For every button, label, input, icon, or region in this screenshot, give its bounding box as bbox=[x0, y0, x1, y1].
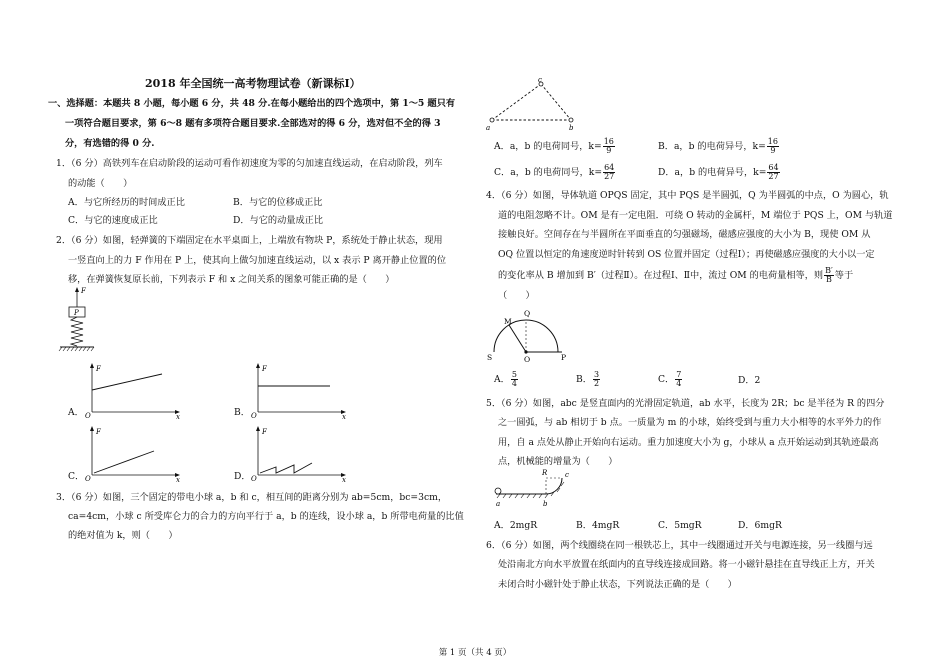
q2-option-a-label: A． bbox=[68, 407, 84, 418]
charge-a bbox=[490, 118, 494, 122]
section-instructions-line1: 一、选择题：本题共 8 小题，每小题 6 分，共 48 分.在每小题给出的四个选项中，第 1～5 题只有 bbox=[48, 98, 456, 109]
q6-line1: 6．（6 分）如图，两个线圈绕在同一根铁芯上，其中一线圈通过开关与电源连接，另一线圈与远 bbox=[486, 540, 873, 551]
q1-option-d: D．与它的动量成正比 bbox=[233, 215, 324, 226]
q2-option-c-label: C． bbox=[68, 471, 85, 482]
charge-b bbox=[569, 118, 573, 122]
graph-d-line bbox=[260, 463, 312, 473]
q2-line2: 一竖直向上的力 F 作用在 P 上，使其向上做匀加速直线运动，以 x 表示 P 离开静止位置的位 bbox=[68, 255, 447, 266]
q3-line3: 的绝对值为 k，则（ ） bbox=[68, 530, 178, 541]
q1-line1: 1．（6 分）高铁列车在启动阶段的运动可看作初速度为零的匀加速直线运动，在启动阶段，列车 bbox=[56, 158, 443, 169]
svg-text:F: F bbox=[262, 365, 267, 373]
q4-option-c: C． $\frac{7}{4}$ bbox=[658, 370, 682, 388]
q5-line1: 5．（6 分）如图，abc 是竖直面内的光滑固定轨道，ab 水平，长度为 2R；bc 是半径为 R 的四分 bbox=[486, 398, 885, 409]
svg-text:x: x bbox=[342, 476, 346, 483]
svg-text:c: c bbox=[565, 471, 569, 479]
svg-text:O: O bbox=[85, 412, 91, 420]
svg-text:Q: Q bbox=[524, 309, 531, 318]
ball bbox=[495, 488, 501, 494]
graph-a bbox=[84, 362, 184, 420]
q3-option-b: B．a，b 的电荷异号，k= $\frac{16}{9}$ bbox=[658, 137, 778, 155]
q5-option-b: B．4mgR bbox=[576, 520, 620, 531]
svg-text:O: O bbox=[524, 355, 531, 364]
q2-option-d-label: D． bbox=[234, 471, 251, 482]
q3-option-d: D．a，b 的电荷异号，k= $\frac{64}{27}$ bbox=[658, 163, 779, 181]
svg-text:O: O bbox=[251, 475, 257, 483]
section-instructions-line3: 分，有选错的得 0 分. bbox=[65, 138, 155, 149]
q3-line1: 3．（6 分）如图，三个固定的带电小球 a，b 和 c，相互间的距离分别为 ab=5cm，bc=3cm， bbox=[56, 492, 448, 503]
graph-b bbox=[250, 362, 350, 420]
graph-c bbox=[84, 425, 184, 483]
q4-line2: 道的电阻忽略不计。OM 是有一定电阻．可绕 O 转动的金属杆，M 端位于 PQS 上，OM 与轨道 bbox=[498, 210, 893, 221]
block-p-label: P bbox=[74, 309, 79, 317]
svg-text:x: x bbox=[176, 413, 180, 420]
svg-text:M: M bbox=[504, 317, 512, 326]
svg-text:F: F bbox=[96, 365, 101, 373]
svg-text:R: R bbox=[542, 469, 548, 477]
svg-text:b: b bbox=[543, 500, 548, 508]
q4-option-d: D．2 bbox=[738, 375, 761, 386]
svg-text:S: S bbox=[487, 353, 493, 362]
svg-text:x: x bbox=[342, 413, 346, 420]
q2-line1: 2．（6 分）如图，轻弹簧的下端固定在水平桌面上，上端放有物块 P，系统处于静止状态，现用 bbox=[56, 235, 443, 246]
q4-line6: （ ） bbox=[498, 290, 535, 301]
q6-line2: 处沿南北方向水平放置在纸面内的直导线连接成回路。将一小磁针悬挂在直导线正上方，开关 bbox=[498, 559, 875, 570]
page-footer: 第 1 页（共 4 页） bbox=[438, 648, 512, 658]
rod-om bbox=[509, 325, 526, 352]
q1-option-b: B．与它的位移成正比 bbox=[233, 197, 323, 208]
q5-option-a: A．2mgR bbox=[494, 520, 538, 531]
q5-option-c: C．5mgR bbox=[658, 520, 702, 531]
svg-text:b: b bbox=[569, 124, 574, 132]
semicircle-rail-figure bbox=[486, 302, 586, 364]
section-instructions-line2: 一项符合题目要求，第 6～8 题有多项符合题目要求.全部选对的得 6 分，选对但不全的得 3 bbox=[65, 118, 441, 129]
svg-text:P: P bbox=[561, 353, 567, 362]
q2-line3: 移，在弹簧恢复原长前，下列表示 F 和 x 之间关系的图象可能正确的是（ ） bbox=[68, 274, 395, 285]
graph-c-line bbox=[94, 451, 154, 473]
charges-triangle-figure bbox=[486, 76, 586, 134]
q4-line3: 接触良好。空间存在与半圆所在平面垂直的匀强磁场，磁感应强度的大小为 B，现使 OM 从 bbox=[498, 229, 871, 240]
spring bbox=[71, 317, 83, 346]
q5-line3: 用，自 a 点处从静止开始向右运动。重力加速度大小为 g，小球从 a 点开始运动到其轨迹最高 bbox=[498, 437, 879, 448]
q3-line2: ca=4cm，小球 c 所受库仑力的合力的方向平行于 a，b 的连线，设小球 a，b 所带电荷量的比值 bbox=[68, 511, 464, 522]
svg-text:c: c bbox=[538, 76, 542, 84]
q5-line4: 点，机械能的增量为（ ） bbox=[498, 456, 618, 467]
q5-line2: 之一圆弧，与 ab 相切于 b 点。一质量为 m 的小球，始终受到与重力大小相等的水平外力的作 bbox=[498, 417, 882, 428]
q4-line4: OQ 位置以恒定的角速度逆时针转到 OS 位置并固定（过程Ⅰ）；再使磁感应强度的大小以一定 bbox=[498, 249, 875, 260]
q4-line1: 4．（6 分）如图，导体轨道 OPQS 固定，其中 PQS 是半圆弧，Q 为半圆弧的中点，O 为圆心，轨 bbox=[486, 190, 889, 201]
q5-option-d: D．6mgR bbox=[738, 520, 782, 531]
q4-option-a: A． $\frac{5}{4}$ bbox=[494, 370, 517, 388]
svg-text:O: O bbox=[85, 475, 91, 483]
svg-text:F: F bbox=[262, 428, 267, 436]
q4-option-b: B． $\frac{3}{2}$ bbox=[576, 370, 600, 388]
graph-d bbox=[250, 425, 350, 483]
svg-text:a: a bbox=[486, 124, 491, 132]
q1-line2: 的动能（ ） bbox=[68, 178, 133, 189]
graph-a-line bbox=[92, 374, 162, 390]
q1-option-c: C．与它的速度成正比 bbox=[68, 215, 158, 226]
q3-option-c: C．a，b 的电荷同号，k= $\frac{64}{27}$ bbox=[494, 163, 615, 181]
force-label: F bbox=[81, 287, 86, 295]
svg-text:x: x bbox=[176, 476, 180, 483]
svg-text:O: O bbox=[251, 412, 257, 420]
q4-line5: 的变化率从 B 增加到 B′（过程Ⅱ）。在过程Ⅰ、Ⅱ中，流过 OM 的电荷量相等，则 $\frac{B'}{B}$ 等于 bbox=[498, 266, 854, 284]
ground-hatch bbox=[59, 347, 94, 351]
svg-text:F: F bbox=[96, 428, 101, 436]
q3-option-a: A．a，b 的电荷同号，k= $\frac{16}{9}$ bbox=[494, 137, 614, 155]
q1-option-a: A．与它所经历的时间成正比 bbox=[68, 197, 185, 208]
svg-text:a: a bbox=[496, 500, 501, 508]
track-figure bbox=[486, 468, 596, 516]
q2-option-b-label: B． bbox=[234, 407, 250, 418]
paper-title: 2018 年全国统一高考物理试卷（新课标Ⅰ） bbox=[145, 77, 361, 90]
spring-figure bbox=[56, 285, 106, 357]
q6-line3: 未闭合时小磁针处于静止状态，下列说法正确的是（ ） bbox=[498, 579, 737, 590]
